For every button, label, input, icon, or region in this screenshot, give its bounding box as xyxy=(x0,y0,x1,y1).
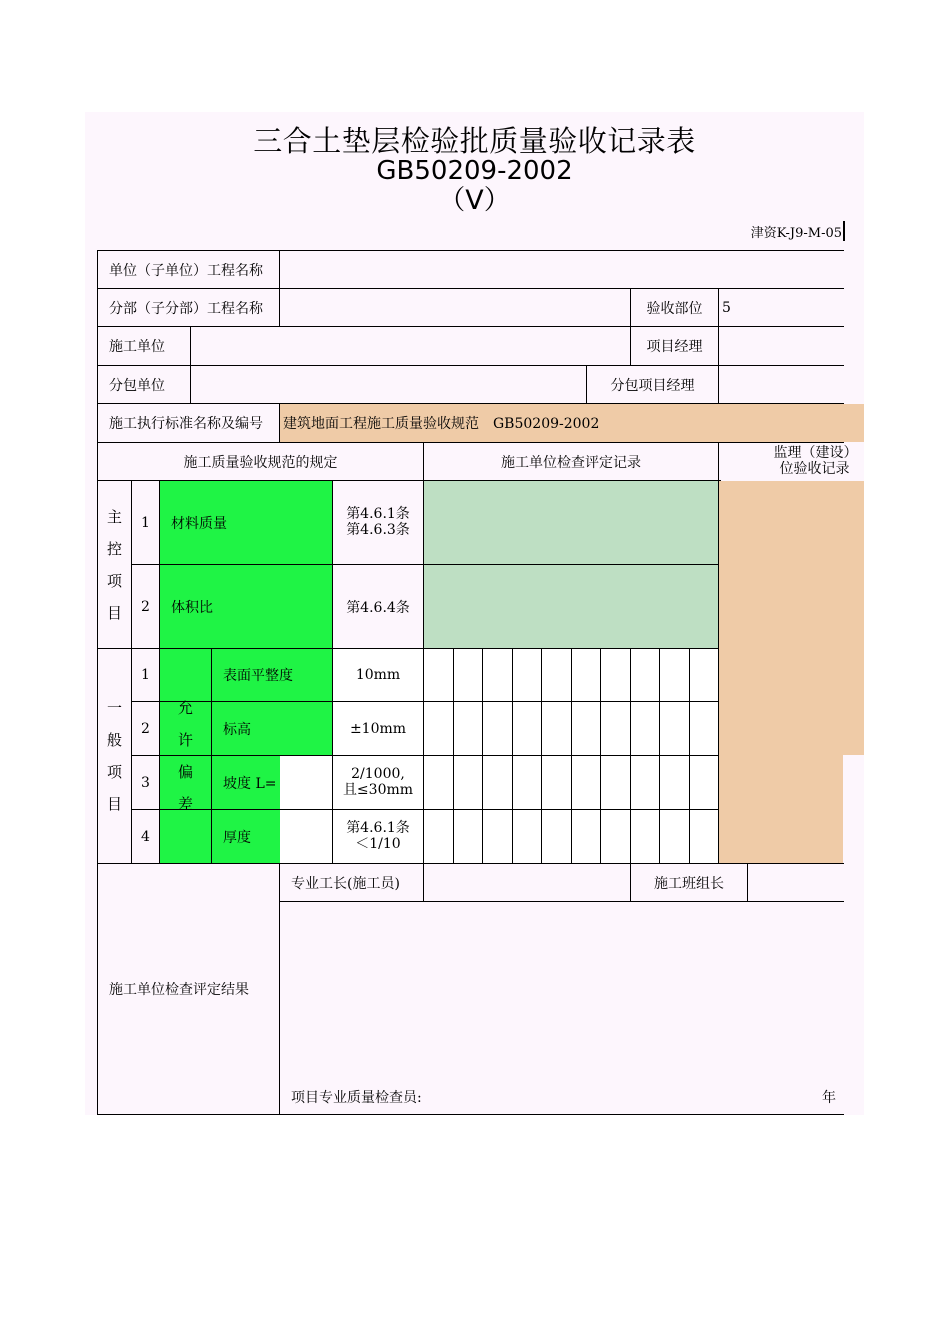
standard-label: 施工执行标准名称及编号 xyxy=(109,416,263,432)
sub-project-input[interactable] xyxy=(280,289,630,326)
main-item-1-clause xyxy=(333,481,423,564)
contractor-label: 施工单位 xyxy=(109,339,165,355)
sub-pm-label: 分包项目经理 xyxy=(610,377,695,394)
text-cursor xyxy=(843,221,845,241)
allow-char-1: 允 xyxy=(177,699,193,717)
main-item-1-no: 1 xyxy=(141,514,150,531)
general-supervisor-record[interactable] xyxy=(719,649,864,863)
main-supervisor-record[interactable] xyxy=(719,481,864,648)
subcontractor-label: 分包单位 xyxy=(109,377,165,394)
foreman-input[interactable] xyxy=(424,864,630,901)
main-item-1-name: 材料质量 xyxy=(171,515,227,532)
main-item-2-no: 2 xyxy=(141,598,150,615)
main-control-group-label xyxy=(98,481,131,648)
general-item-2-name: 标高 xyxy=(223,721,251,738)
general-item-4-limit-line-1: 第4.6.1条 xyxy=(346,820,410,837)
general-item-4-no: 4 xyxy=(141,828,150,845)
general-item-3-limit-line-2: 且≤30mm xyxy=(342,781,414,798)
acceptance-part-label: 验收部位 xyxy=(646,300,703,317)
general-item-1-name: 表面平整度 xyxy=(223,668,293,684)
project-manager-label: 项目经理 xyxy=(646,339,703,355)
general-group-char-2: 般 xyxy=(106,731,122,749)
sub-project-label: 分部（子分部）工程名称 xyxy=(109,300,263,317)
general-item-3-no: 3 xyxy=(141,774,150,791)
general-item-1-limit: 10mm xyxy=(355,667,401,683)
form-code: 津资K-J9-M-05 xyxy=(750,226,842,241)
general-item-3-limit xyxy=(333,756,423,809)
main-item-2-name: 体积比 xyxy=(171,599,213,616)
main-item-1-clause-line-1: 第4.6.1条 xyxy=(346,506,410,523)
allow-char-3: 偏 xyxy=(177,763,193,781)
general-item-1-no: 1 xyxy=(141,667,150,683)
general-item-2-no: 2 xyxy=(141,720,150,737)
sub-pm-input[interactable] xyxy=(719,366,844,403)
general-item-4-name: 厚度 xyxy=(223,829,251,846)
general-item-4-limit-line-2: ＜1/10 xyxy=(355,835,401,852)
main-group-char-2: 控 xyxy=(106,539,122,558)
allow-char-4: 差 xyxy=(177,795,193,813)
subcontractor-input[interactable] xyxy=(191,366,586,403)
foreman-label: 专业工长(施工员) xyxy=(291,875,400,892)
project-manager-input[interactable] xyxy=(719,327,844,365)
unit-project-label: 单位（子单位）工程名称 xyxy=(109,262,263,279)
record-header: 施工单位检查评定记录 xyxy=(501,454,641,471)
result-content-input[interactable] xyxy=(280,902,844,1077)
unit-project-input[interactable] xyxy=(280,251,844,288)
main-group-char-3: 项 xyxy=(106,571,122,590)
main-item-2-record[interactable] xyxy=(424,565,718,648)
inspector-label: 项目专业质量检查员: xyxy=(291,1090,422,1106)
standard-code: GB50209-2002 xyxy=(376,156,573,186)
team-leader-input[interactable] xyxy=(748,864,844,901)
main-group-char-4: 目 xyxy=(106,603,122,622)
main-group-char-1: 主 xyxy=(106,507,122,526)
general-group-label xyxy=(98,649,131,863)
acceptance-part-value[interactable]: 5 xyxy=(722,299,731,316)
allow-deviation-label xyxy=(160,649,211,863)
main-item-2-clause: 第4.6.4条 xyxy=(346,599,410,616)
general-item-4-limit xyxy=(333,810,423,863)
general-group-char-4: 目 xyxy=(106,795,122,813)
allow-char-2: 许 xyxy=(177,731,193,749)
spec-header: 施工质量验收规范的规定 xyxy=(183,454,338,471)
team-leader-label: 施工班组长 xyxy=(654,875,724,892)
general-item-3-name: 坡度 L= xyxy=(223,775,277,792)
year-label: 年 xyxy=(822,1090,836,1106)
general-group-char-1: 一 xyxy=(106,699,122,717)
supervisor-header-line-1: 监理（建设） xyxy=(773,445,858,462)
supervisor-header-line-2: 位验收记录 xyxy=(779,460,850,477)
contractor-input[interactable] xyxy=(191,327,630,365)
main-item-1-record[interactable] xyxy=(424,481,718,564)
general-group-char-3: 项 xyxy=(106,763,122,781)
batch-number: （Ⅴ） xyxy=(438,185,511,216)
main-item-1-clause-line-2: 第4.6.3条 xyxy=(346,521,410,538)
form-title: 三合土垫层检验批质量验收记录表 xyxy=(253,124,696,158)
slope-length-input[interactable] xyxy=(280,756,332,809)
inspector-signature-input[interactable] xyxy=(480,1080,810,1114)
general-measurement-grid[interactable] xyxy=(424,649,718,863)
general-item-3-limit-line-1: 2/1000, xyxy=(351,766,405,783)
supervisor-header xyxy=(719,443,864,480)
general-item-2-limit: ±10mm xyxy=(349,720,407,737)
standard-value[interactable]: 建筑地面工程施工质量验收规范 GB50209-2002 xyxy=(283,416,600,432)
result-label: 施工单位检查评定结果 xyxy=(109,982,249,998)
thickness-input[interactable] xyxy=(280,810,332,863)
